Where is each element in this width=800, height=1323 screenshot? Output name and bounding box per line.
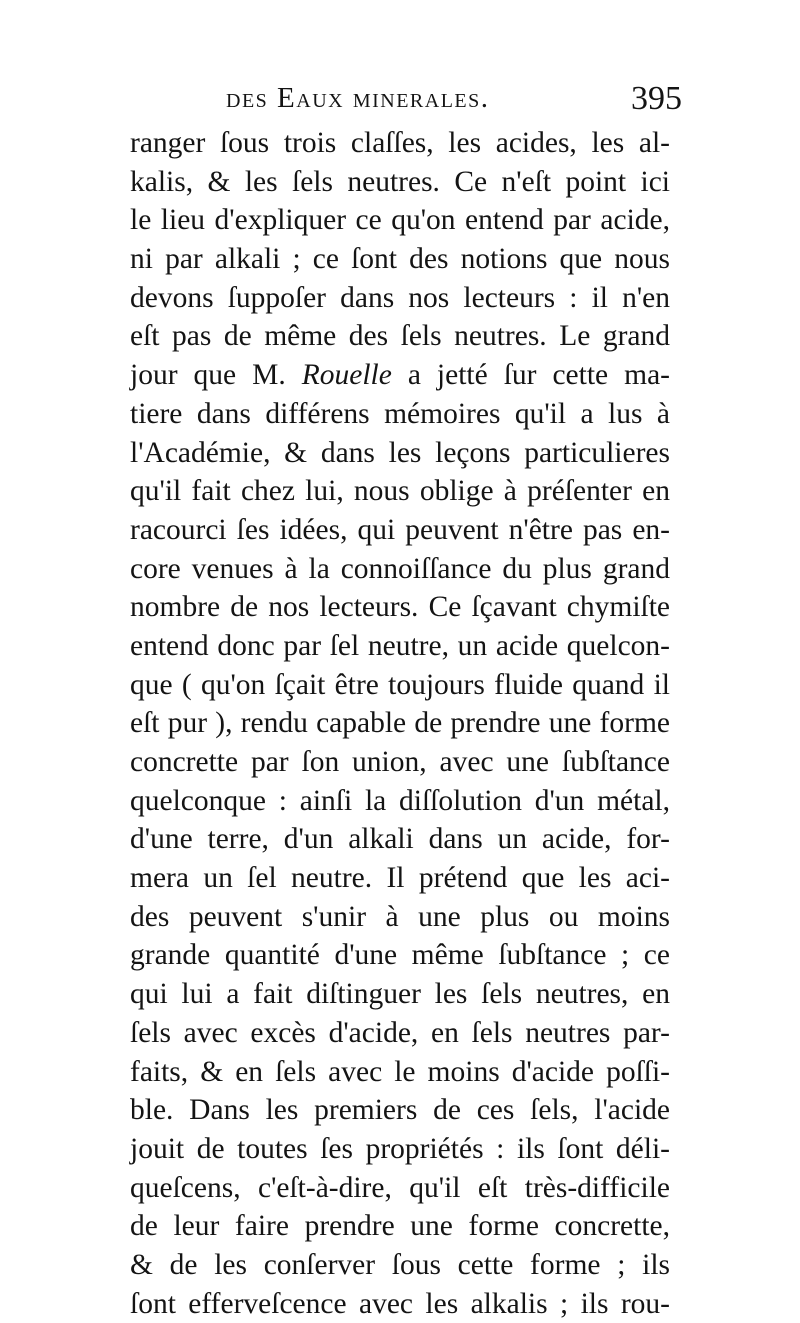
text-line: ble. Dans les premiers de ces ſels, l'acide <box>130 1094 670 1127</box>
text-line: concrette par ſon union, avec une ſubſtance <box>130 746 670 778</box>
running-head <box>130 78 682 122</box>
running-title: des Eaux minerales. <box>226 82 490 114</box>
text-line: mera un ſel neutre. Il prétend que les aci- <box>130 862 670 895</box>
text-line: l'Académie, & dans les leçons particulieres <box>130 436 670 469</box>
text-line: de leur faire prendre une forme concrette, <box>130 1210 670 1243</box>
text-line: d'une terre, d'un alkali dans un acide, for- <box>130 823 670 856</box>
text-line: eſt pur ), rendu capable de prendre une forme <box>130 707 670 740</box>
text-line-part: a jetté ſur cette ma- <box>391 359 670 392</box>
text-line: entend donc par ſel neutre, un acide quelcon- <box>130 629 670 662</box>
text-line: racourci ſes idées, qui peuvent n'être pas en- <box>130 513 670 546</box>
page-number: 395 <box>631 80 682 117</box>
text-line: & de les conſerver ſous cette forme ; ils <box>130 1248 670 1281</box>
text-line: des peuvent s'unir à une plus ou moins <box>130 900 670 933</box>
text-line: nombre de nos lecteurs. Ce ſçavant chymiſte <box>130 591 670 624</box>
text-line: ni par alkali ; ce ſont des notions que nous <box>130 243 670 276</box>
text-line-with-italic <box>130 356 670 395</box>
text-line: ranger ſous trois claſſes, les acides, les al- <box>130 127 670 159</box>
text-line: quelconque : ainſi la diſſolution d'un métal, <box>130 784 670 817</box>
text-line: devons ſuppoſer dans nos lecteurs : il n'en <box>130 281 670 314</box>
text-line: ſels avec excès d'acide, en ſels neutres par- <box>130 1016 670 1049</box>
text-line: jouit de toutes ſes propriétés : ils ſont déli- <box>130 1132 670 1165</box>
text-line: queſcens, c'eſt-à-dire, qu'il eſt très-difficile <box>130 1171 670 1204</box>
text-line: core venues à la connoiſſance du plus grand <box>130 552 670 585</box>
text-line: tiere dans différens mémoires qu'il a lus à <box>130 397 670 430</box>
text-line: faits, & en ſels avec le moins d'acide poſſi- <box>130 1055 670 1088</box>
body-text <box>130 124 670 1323</box>
text-line: le lieu d'expliquer ce qu'on entend par acide, <box>130 204 670 237</box>
text-line: qu'il fait chez lui, nous oblige à préſenter en <box>130 475 670 508</box>
text-line-part: jour que M. <box>130 359 302 392</box>
italic-name: Rouelle <box>301 359 392 392</box>
text-line: grande quantité d'une même ſubſtance ; ce <box>130 939 670 972</box>
text-line: que ( qu'on ſçait être toujours fluide quand il <box>130 668 670 701</box>
text-line: qui lui a fait diſtinguer les ſels neutres, en <box>130 978 670 1011</box>
text-line: eſt pas de même des ſels neutres. Le grand <box>130 320 670 353</box>
text-line: kalis, & les ſels neutres. Ce n'eſt point ici <box>130 165 670 198</box>
text-line: ſont efferveſcence avec les alkalis ; ils rou- <box>130 1287 670 1320</box>
